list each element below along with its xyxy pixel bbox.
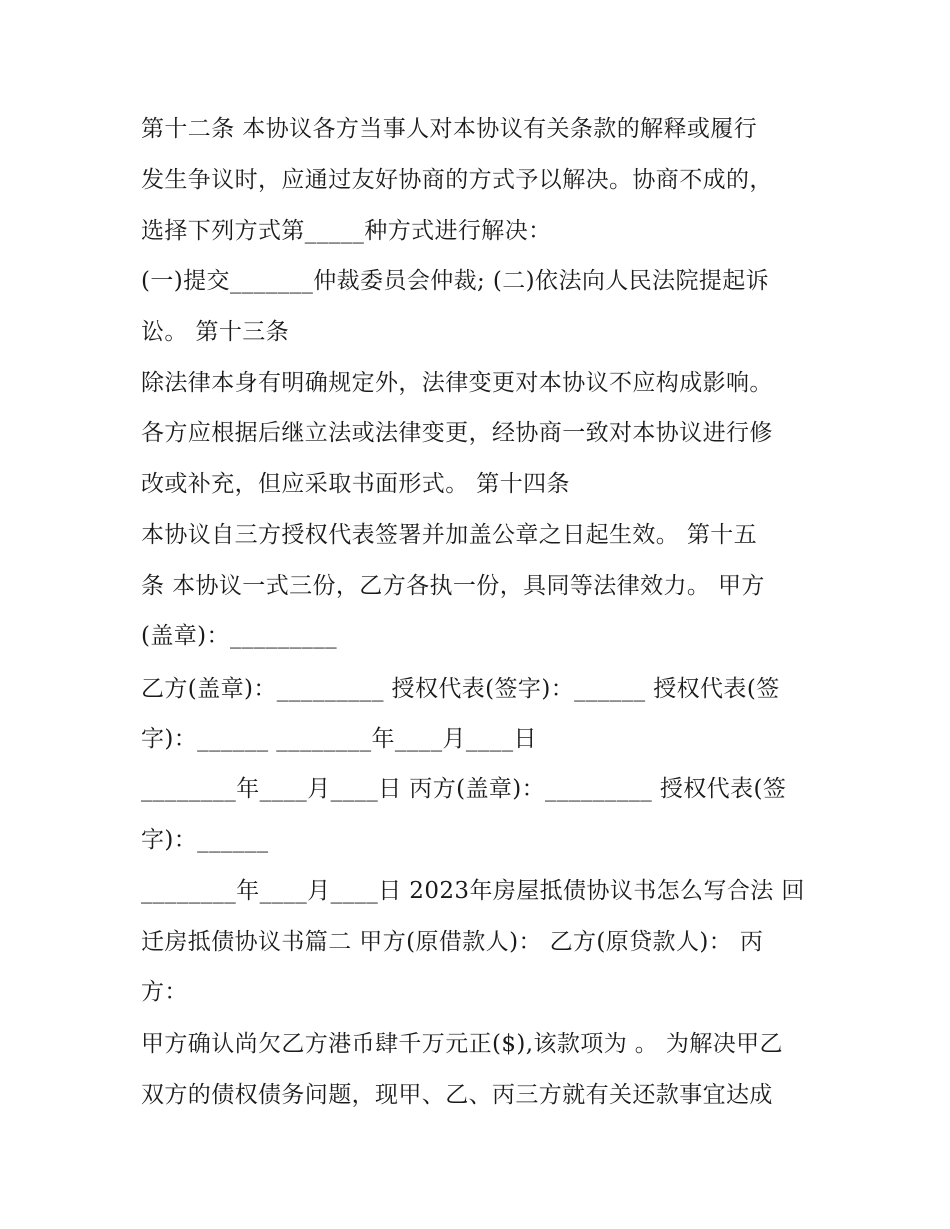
text-line: 迁房抵债协议书篇二 甲方(原借款人)： 乙方(原贷款人)： 丙 bbox=[141, 929, 764, 955]
text-line: 改或补充，但应采取书面形式。 第十四条 bbox=[141, 471, 570, 497]
text-line: (盖章)：_________ bbox=[141, 623, 338, 649]
text-line: 本协议自三方授权代表签署并加盖公章之日起生效。 第十五 bbox=[141, 522, 758, 548]
text-line: ________年____月____日 丙方(盖章)：_________ 授权代表(签 bbox=[141, 776, 787, 802]
text-line: 除法律本身有明确规定外，法律变更对本协议不应构成影响。 bbox=[141, 370, 773, 396]
text-line: 方： bbox=[141, 979, 188, 1005]
text-line: 选择下列方式第_____种方式进行解决： bbox=[141, 218, 552, 244]
text-line: 条 本协议一式三份，乙方各执一份，具同等法律效力。 甲方 bbox=[141, 573, 765, 599]
text-line: 发生争议时，应通过友好协商的方式予以解决。协商不成的， bbox=[141, 167, 773, 193]
text-line: (一)提交_______仲裁委员会仲裁; (二)依法向人民法院提起诉 bbox=[141, 268, 770, 294]
text-line: 讼。 第十三条 bbox=[141, 319, 290, 345]
text-line: 字)：______ bbox=[141, 827, 269, 853]
text-line: 字)：______ ________年____月____日 bbox=[141, 726, 537, 752]
text-line: ________年____月____日 2023年房屋抵债协议书怎么写合法 回 bbox=[141, 878, 805, 904]
text-line: 双方的债权债务问题，现甲、乙、丙三方就有关还款事宜达成 bbox=[141, 1082, 773, 1108]
text-line: 乙方(盖章)：_________ 授权代表(签字)：______ 授权代表(签 bbox=[141, 676, 780, 702]
text-line: 甲方确认尚欠乙方港币肆千万元正($),该款项为 。 为解决甲乙 bbox=[141, 1031, 783, 1057]
text-line: 第十二条 本协议各方当事人对本协议有关条款的解释或履行 bbox=[141, 116, 758, 142]
text-line: 各方应根据后继立法或法律变更，经协商一致对本协议进行修 bbox=[141, 420, 773, 446]
